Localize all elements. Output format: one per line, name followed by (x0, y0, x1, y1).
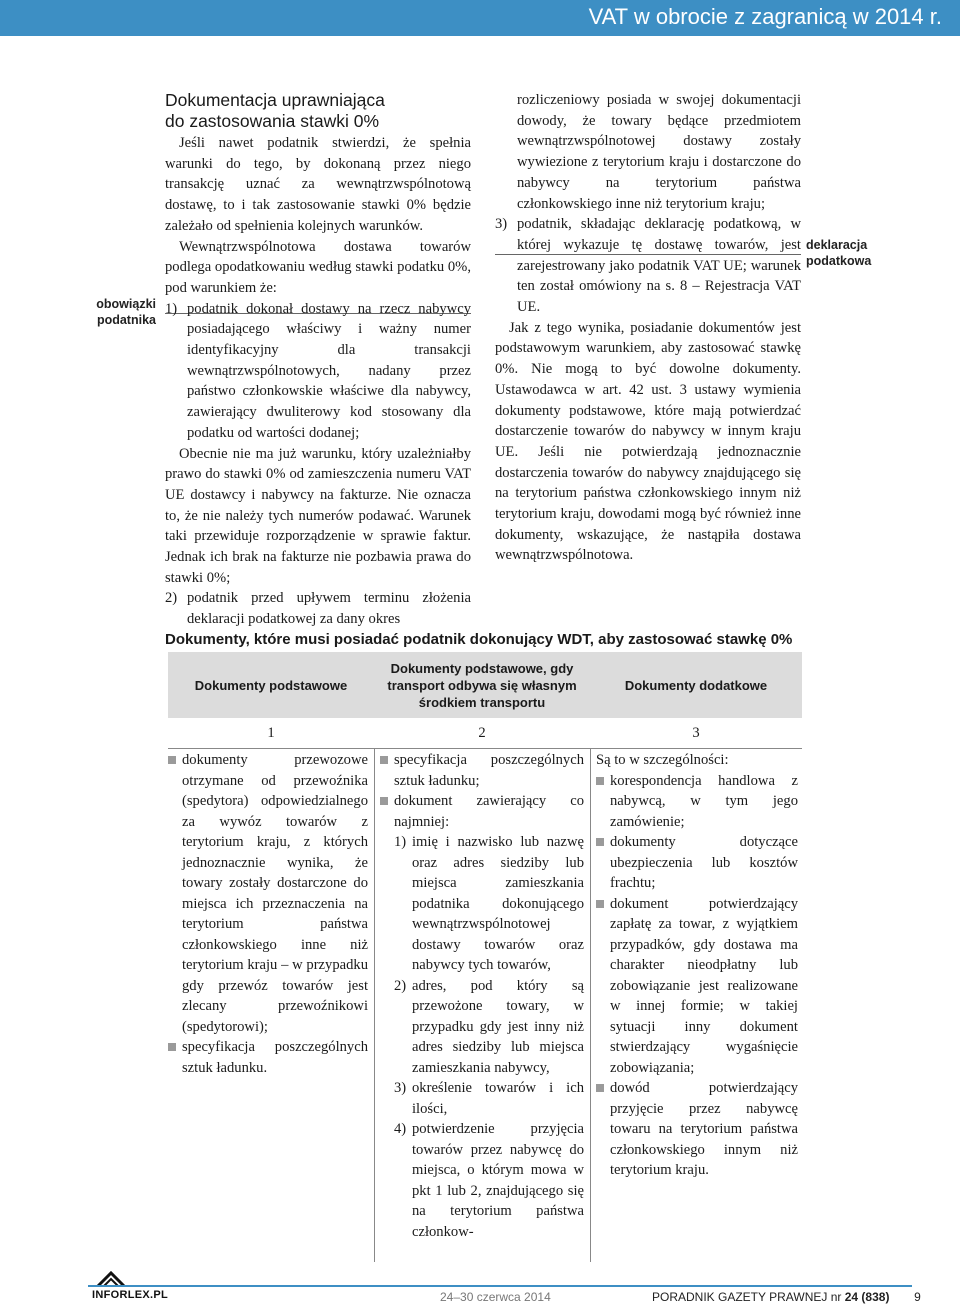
header-bar (0, 0, 960, 36)
paragraph: Wewnątrzwspólnotowa dostawa towarów podlega opodatkowaniu według stawki podatku 0%, pod warunkiem że: (165, 238, 471, 296)
text-column-left (165, 90, 471, 630)
numbered-item (495, 214, 801, 318)
heading-line: Dokumentacja uprawniająca (165, 90, 385, 110)
bullet-item (596, 894, 798, 1079)
numbered-item (165, 299, 471, 444)
table-header-cell: Dokumenty podstawowe (194, 677, 348, 693)
sub-item (394, 1119, 584, 1242)
table-title: Dokumenty, które musi posiadać podatnik dokonujący WDT, aby zastosować stawkę 0% (165, 631, 793, 648)
side-label-line: deklaracja (806, 238, 868, 252)
bullet-text: dowód potwierdzający przyjęcie przez nabywcę towaru na terytorium państwa członkowskiego innym niż terytorium kraju. (610, 1080, 798, 1178)
numbered-item (165, 588, 471, 629)
side-label-line: podatnika (96, 313, 156, 327)
table-header-cell: Dokumenty podstawowe, gdy transport odbywa się własnym środkiem transportu (387, 660, 577, 710)
column-number: 2 (478, 725, 486, 741)
item-number: 3) (495, 216, 508, 233)
bullet-text: korespondencja handlowa z nabywcą, w tym jego zamówienie; (610, 772, 798, 830)
bullet-text: specyfikacja poszczególnych sztuk ładunku. (182, 1039, 368, 1076)
square-bullet-icon (380, 750, 394, 764)
item-continuation: rozliczeniowy posiada w swojej dokumentacji dowody, że towary będące przedmiotem wewnątrzwspólnotowej dostawy zostały wywiezione z terytorium kraju i dostarczone do nabywcy na terytorium państwa członkowskiego inne niż terytorium kraju; (517, 92, 801, 212)
section-heading (165, 90, 471, 132)
square-bullet-icon (596, 771, 610, 785)
sub-item-text: imię i nazwisko lub nazwę oraz adres siedziby lub miejsca zamieszkania podatnika dokonującego wewnątrzwspólnotowej dostawy towarów oraz nabywcy tych towarów, (412, 834, 584, 973)
paragraph: Jeśli nawet podatnik stwierdzi, że spełnia warunki do tego, by dokonaną przez niego transakcję uznać za wewnątrzwspólnotową dostawę, to i tak zastosowanie stawki 0% będzie zależało od spełnienia kolejnych warunków. (165, 135, 471, 234)
column-divider (590, 749, 591, 1262)
bullet-item (168, 750, 368, 1037)
bullet-text: dokument zawierający co najmniej: (394, 793, 584, 830)
column-number: 3 (692, 725, 700, 741)
paragraph: Jak z tego wynika, posiadanie dokumentów jest podstawowym warunkiem, aby zastosować stawkę 0%. Nie mogą to być dowolne dokumenty. Ustawodawca w art. 42 ust. 3 ustawy wymienia dokumenty podstawowe, które mają potwierdzać dostarczenie towarów do nabywcy w innym kraju UE. Jeśli nie potwierdzają jednoznacznie dostarczenia towarów do nabywcy znajdującego się na terytorium państwa członkowskiego innym niż terytorium kraju, dowodami mogą być również inne dokumenty, wskazujące, że nastąpiła dostawa wewnątrzwspólnotowa. (495, 319, 801, 564)
bullet-text: dokumenty przewozowe otrzymane od przewoźnika (spedytora) odpowiedzialnego za wywóz towarów z terytorium kraju, z których jednoznacznie wynika, że towary zostały dostarczone do miejsca ich przeznaczenia na terytorium państwa członkowskiego inne niż terytorium kraju – w przypadku gdy przewóz towarów jest zlecany przewoźnikowi (spedytorowi); (182, 752, 368, 1035)
inforlex-logo-text: INFORLEX.PL (92, 1289, 169, 1301)
square-bullet-icon (380, 791, 394, 805)
running-header-title: VAT w obrocie z zagranicą w 2014 r. (588, 4, 942, 29)
sub-item (394, 1078, 584, 1119)
square-bullet-icon (596, 894, 610, 908)
sub-item-text: potwierdzenie przyjęcia towarów przez nabywcę do miejsca, o którym mowa w pkt 1 lub 2, znajdującego się na terytorium państwa członkow- (412, 1121, 584, 1240)
square-bullet-icon (596, 832, 610, 846)
bullet-text: dokumenty dotyczące ubezpieczenia lub kosztów frachtu; (610, 834, 798, 891)
sub-item-text: określenie towarów i ich ilości, (412, 1080, 584, 1117)
table-header-row (168, 652, 802, 718)
item-text: podatnik przed upływem terminu złożenia deklaracji podatkowej za dany okres (187, 590, 471, 628)
bullet-item (596, 771, 798, 833)
publication-info (652, 1290, 921, 1304)
side-label-line: podatkowa (806, 254, 872, 268)
item-text: podatnik, składając deklarację podatkową, w której wykazuje tę dostawę towarów, jest zarejestrowany jako podatnik VAT UE; warunek ten został omówiony na s. 8 – Rejestracja VAT UE. (517, 216, 801, 316)
bullet-item (168, 1037, 368, 1078)
square-bullet-icon (168, 1037, 182, 1051)
table-cell-additional-documents (596, 750, 798, 1181)
bullet-item (596, 1078, 798, 1181)
bullet-item (596, 832, 798, 894)
sub-item-number: 1) (394, 834, 407, 850)
table-number-row (168, 718, 802, 749)
sub-item (394, 832, 584, 976)
sub-item (394, 976, 584, 1079)
column-divider (374, 749, 375, 1262)
footer-rule (88, 1285, 912, 1287)
bullet-item (380, 791, 584, 832)
documents-table (168, 652, 802, 1262)
issue-number: 24 (844, 1290, 859, 1304)
square-bullet-icon (168, 750, 182, 764)
bullet-text: dokument potwierdzający zapłatę za towar, z wyjątkiem przypadków, gdy dostawa ma charakter nieodpłatny lub zobowiązanie jest realizowane w innej formie; w takiej sytuacji inny dokument stwierdzający wygaśnięcie zobowiązania; (610, 895, 798, 1076)
side-label-declaration (806, 237, 896, 269)
table-cell-basic-documents (168, 750, 368, 1078)
table-header-cell: Dokumenty dodatkowe (624, 677, 768, 693)
page-number: 9 (914, 1290, 921, 1304)
sub-item-number: 2) (394, 977, 407, 994)
publication-name: PORADNIK GAZETY PRAWNEJ nr (652, 1290, 842, 1304)
sub-item-number: 4) (394, 1121, 407, 1137)
text-column-right (495, 90, 801, 566)
bullet-item (380, 750, 584, 791)
sub-item-number: 3) (394, 1080, 407, 1096)
item-text: podatnik dokonał dostawy na rzecz nabywcy posiadającego właściwy i ważny numer identyfikacyjny dla transakcji wewnątrzwspólnotowych, nadany przez państwo członkowskie właściwe dla nabywcy, zawierający dwuliterowy kod stosowany dla podatku od wartości dodanej; (187, 300, 471, 441)
cell-intro: Są to w szczególności: (596, 752, 729, 768)
issue-total: (838) (861, 1290, 890, 1304)
side-label-line: obowiązki (96, 297, 156, 311)
side-label-obligations (90, 296, 156, 328)
square-bullet-icon (596, 1078, 610, 1092)
bullet-text: specyfikacja poszczególnych sztuk ładunku; (394, 752, 584, 789)
item-number: 1) (165, 300, 178, 317)
heading-line: do zastosowania stawki 0% (165, 111, 379, 131)
item-number: 2) (165, 590, 178, 607)
table-cell-own-transport-documents (380, 750, 584, 1242)
issue-date: 24–30 czerwca 2014 (440, 1290, 551, 1304)
paragraph: Obecnie nie ma już warunku, który uzależniałby prawo do stawki 0% od zamieszczenia numeru VAT UE dostawcy i nabywcy na fakturze. Nie oznacza to, że nie należy tych numerów podawać. Warunek taki przewiduje rozporządzenie w sprawie faktur. Jednak ich brak na fakturze nie pozbawia prawa do stawki 0%; (165, 445, 471, 586)
column-number: 1 (267, 725, 275, 741)
sub-item-text: adres, pod który są przewożone towary, w przypadku gdy jest inny niż adres siedziby lub miejsca zamieszkania nabywcy, (412, 977, 584, 1076)
